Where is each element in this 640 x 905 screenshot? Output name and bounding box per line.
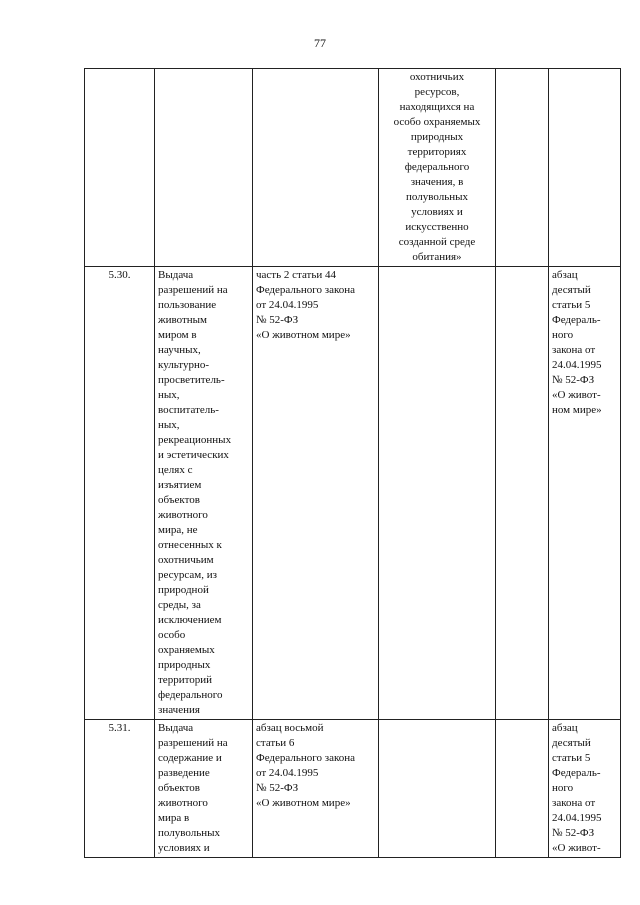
service-name-cell: Выдача разрешений на пользование животным миром в научных, культурно- просветитель- ных, воспитатель- ных, рекреационных и эстетических целях с изъятием объектов животного мира, не отнесенных к охотничьим ресурсам, из природной среды, за исключением особо охраняемых природных территорий федерального значения [155, 267, 253, 720]
table-row [85, 267, 621, 720]
services-table [84, 68, 621, 858]
row-number-cell [85, 69, 155, 267]
empty-cell [496, 720, 549, 858]
table-row [85, 69, 621, 267]
authority-basis-cell: абзац десятый статьи 5 Федераль- ного закона от 24.04.1995 № 52-ФЗ «О живот- ном мире» [549, 267, 621, 720]
object-description-cell [379, 720, 496, 858]
table-row [85, 720, 621, 858]
legal-basis-cell: абзац восьмой статьи 6 Федерального закона от 24.04.1995 № 52-ФЗ «О животном мире» [253, 720, 379, 858]
empty-cell [496, 267, 549, 720]
service-name-cell [155, 69, 253, 267]
empty-cell [496, 69, 549, 267]
row-number-cell: 5.30. [85, 267, 155, 720]
authority-basis-cell [549, 69, 621, 267]
object-description-cell: охотничьих ресурсов, находящихся на особо охраняемых природных территориях федерального значения, в полувольных условиях и искусственно созданной среде обитания» [379, 69, 496, 267]
row-number-cell: 5.31. [85, 720, 155, 858]
object-description-cell [379, 267, 496, 720]
service-name-cell: Выдача разрешений на содержание и разведение объектов животного мира в полувольных условиях и [155, 720, 253, 858]
legal-basis-cell: часть 2 статьи 44 Федерального закона от 24.04.1995 № 52-ФЗ «О животном мире» [253, 267, 379, 720]
authority-basis-cell: абзац десятый статьи 5 Федераль- ного закона от 24.04.1995 № 52-ФЗ «О живот- [549, 720, 621, 858]
page-number: 77 [314, 36, 326, 50]
legal-basis-cell [253, 69, 379, 267]
